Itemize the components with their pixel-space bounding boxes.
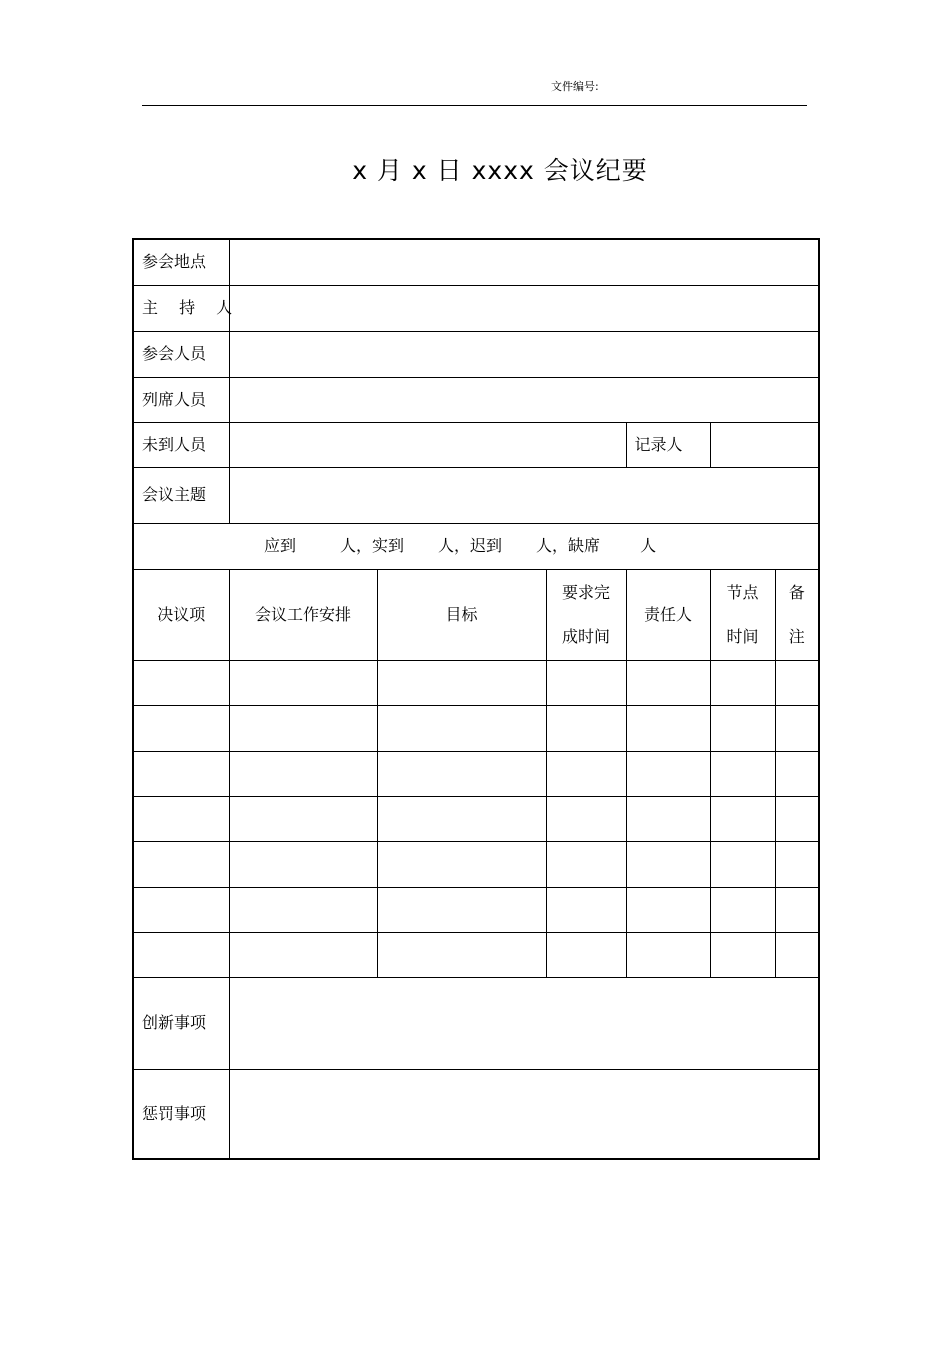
location-field[interactable]: [229, 239, 819, 285]
table-cell[interactable]: [710, 751, 775, 796]
table-row: [133, 751, 819, 796]
table-cell[interactable]: [229, 932, 377, 977]
table-cell[interactable]: [626, 705, 710, 751]
table-cell[interactable]: [710, 841, 775, 887]
host-label: 主 持 人: [133, 285, 229, 331]
table-row: [133, 887, 819, 932]
table-cell[interactable]: [133, 841, 229, 887]
table-cell[interactable]: [377, 841, 546, 887]
absent-row: [133, 422, 819, 467]
table-cell[interactable]: [546, 887, 626, 932]
col-milestone-line1: 节点: [726, 582, 759, 602]
col-deadline-line1: 要求完: [561, 582, 610, 602]
col-deadline: [546, 569, 626, 660]
table-cell[interactable]: [377, 796, 546, 841]
col-resolution: 决议项: [133, 569, 229, 660]
topic-row: [133, 467, 819, 523]
table-cell[interactable]: [775, 887, 819, 932]
table-cell[interactable]: [229, 751, 377, 796]
col-deadline-line2: 成时间: [561, 626, 610, 646]
table-row: [133, 796, 819, 841]
table-cell[interactable]: [377, 660, 546, 705]
absent-label: 未到人员: [133, 422, 229, 467]
observers-field[interactable]: [229, 377, 819, 422]
host-field[interactable]: [229, 285, 819, 331]
table-cell[interactable]: [377, 705, 546, 751]
table-cell[interactable]: [626, 887, 710, 932]
col-arrangement: 会议工作安排: [229, 569, 377, 660]
table-cell[interactable]: [626, 841, 710, 887]
table-cell[interactable]: [710, 932, 775, 977]
page-title: x 月 x 日 xxxx 会议纪要: [352, 156, 648, 185]
topic-field[interactable]: [229, 467, 819, 523]
attendees-label: 参会人员: [133, 331, 229, 377]
table-cell[interactable]: [775, 796, 819, 841]
table-cell[interactable]: [546, 932, 626, 977]
table-cell[interactable]: [626, 660, 710, 705]
table-cell[interactable]: [546, 705, 626, 751]
table-cell[interactable]: [710, 660, 775, 705]
table-cell[interactable]: [626, 751, 710, 796]
table-cell[interactable]: [626, 932, 710, 977]
table-cell[interactable]: [133, 751, 229, 796]
penalty-label: 惩罚事项: [133, 1069, 229, 1159]
table-cell[interactable]: [133, 887, 229, 932]
table-cell[interactable]: [133, 932, 229, 977]
table-row: [133, 660, 819, 705]
attendees-field[interactable]: [229, 331, 819, 377]
attendees-row: [133, 331, 819, 377]
table-cell[interactable]: [229, 887, 377, 932]
attendance-summary: [133, 523, 819, 569]
table-cell[interactable]: [710, 887, 775, 932]
penalty-row: [133, 1069, 819, 1159]
table-cell[interactable]: [775, 841, 819, 887]
table-cell[interactable]: [710, 796, 775, 841]
table-cell[interactable]: [626, 796, 710, 841]
table-cell[interactable]: [133, 660, 229, 705]
topic-label: 会议主题: [133, 467, 229, 523]
col-remark-line2: 注: [788, 626, 805, 646]
attendance-row: [133, 523, 819, 569]
location-label: 参会地点: [133, 239, 229, 285]
table-cell[interactable]: [377, 887, 546, 932]
table-cell[interactable]: [546, 751, 626, 796]
file-number-label: 文件编号:: [551, 80, 599, 93]
location-row: [133, 239, 819, 285]
table-cell[interactable]: [133, 796, 229, 841]
table-cell[interactable]: [775, 932, 819, 977]
innovation-label: 创新事项: [133, 977, 229, 1069]
attendance-actual: 人，实到: [340, 536, 405, 555]
table-cell[interactable]: [377, 932, 546, 977]
col-owner: 责任人: [626, 569, 710, 660]
table-row: [133, 841, 819, 887]
penalty-field[interactable]: [229, 1069, 819, 1159]
table-cell[interactable]: [229, 660, 377, 705]
table-header-row: [133, 569, 819, 660]
recorder-label: 记录人: [626, 422, 710, 467]
table-cell[interactable]: [775, 660, 819, 705]
observers-row: [133, 377, 819, 422]
attendance-late: 人，迟到: [438, 536, 503, 555]
table-cell[interactable]: [229, 705, 377, 751]
col-milestone-line2: 时间: [726, 626, 759, 646]
absent-field[interactable]: [229, 422, 626, 467]
header-divider: [142, 105, 807, 106]
table-cell[interactable]: [710, 705, 775, 751]
meeting-minutes-form: [132, 238, 820, 1160]
innovation-field[interactable]: [229, 977, 819, 1069]
attendance-absent: 人，缺席: [536, 536, 601, 555]
table-cell[interactable]: [775, 705, 819, 751]
attendance-unit: 人: [640, 536, 657, 555]
innovation-row: [133, 977, 819, 1069]
attendance-expected: 应到: [264, 536, 297, 555]
col-remark: [775, 569, 819, 660]
table-cell[interactable]: [377, 751, 546, 796]
table-row: [133, 705, 819, 751]
observers-label: 列席人员: [133, 377, 229, 422]
col-remark-line1: 备: [788, 582, 805, 602]
table-cell[interactable]: [133, 705, 229, 751]
table-cell[interactable]: [546, 841, 626, 887]
col-goal: 目标: [377, 569, 546, 660]
table-cell[interactable]: [775, 751, 819, 796]
table-cell[interactable]: [546, 796, 626, 841]
col-milestone: [710, 569, 775, 660]
table-cell[interactable]: [229, 796, 377, 841]
host-row: [133, 285, 819, 331]
table-cell[interactable]: [229, 841, 377, 887]
recorder-field[interactable]: [710, 422, 819, 467]
table-cell[interactable]: [546, 660, 626, 705]
table-row: [133, 932, 819, 977]
